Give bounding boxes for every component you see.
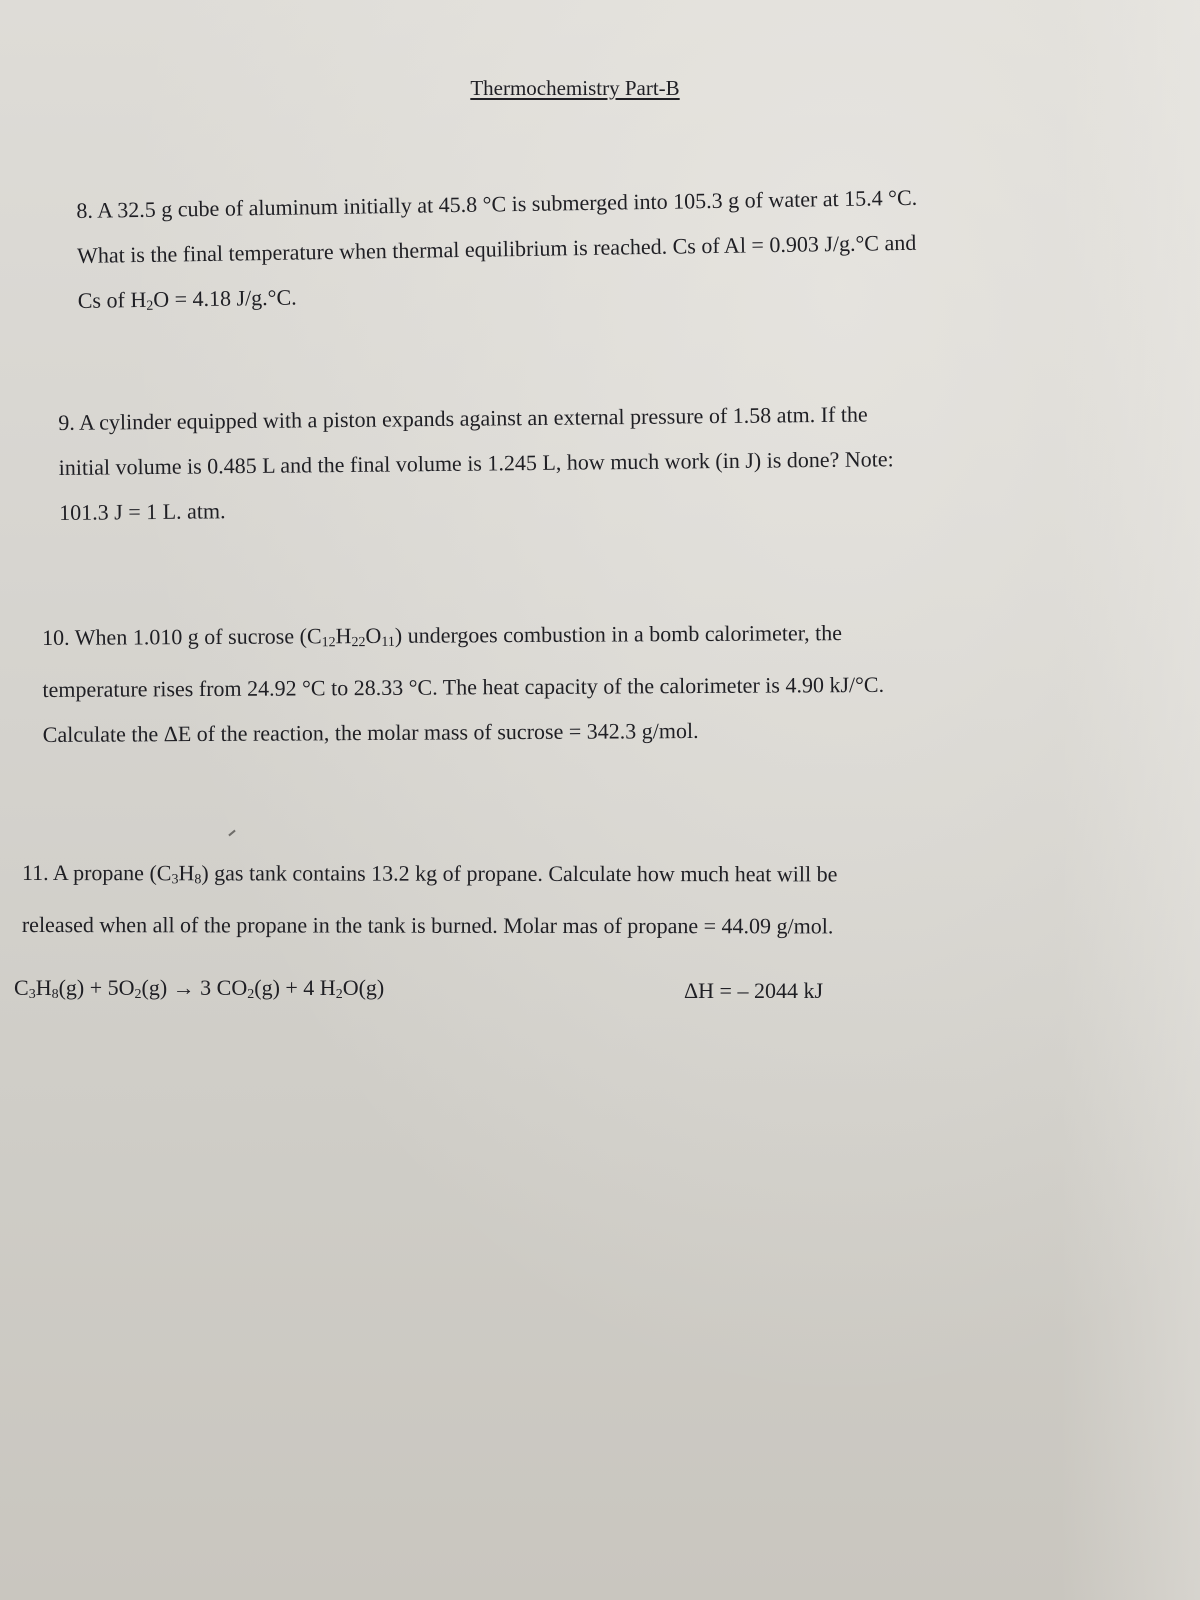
- text-fragment: (g) → 3 CO: [141, 975, 248, 1000]
- problem-9-line-3: 101.3 J = 1 L. atm.: [59, 498, 226, 525]
- subscript: 11: [381, 634, 395, 650]
- problem-10: [42, 610, 884, 757]
- text-fragment: H: [335, 623, 352, 649]
- text-fragment: C: [14, 975, 29, 1000]
- subscript: 2: [134, 987, 142, 1002]
- problem-8: [76, 175, 919, 330]
- text-fragment: 10. When 1.010 g of sucrose (C: [42, 623, 322, 650]
- subscript: 3: [171, 872, 179, 888]
- text-fragment: 11. A propane (C: [21, 860, 172, 886]
- pen-mark: [228, 830, 235, 837]
- subscript: 2: [247, 987, 255, 1002]
- problem-9: [58, 391, 894, 535]
- text-fragment: H: [178, 860, 195, 886]
- text-fragment: (g) + 5O: [58, 975, 135, 1000]
- subscript: 3: [28, 987, 36, 1002]
- subscript: 8: [194, 872, 202, 888]
- problem-10-line-1: [42, 610, 884, 667]
- subscript: 2: [335, 987, 343, 1002]
- text-fragment: O = 4.18 J/g.°C.: [153, 284, 297, 312]
- problem-9-line-2: initial volume is 0.485 L and the final volume is 1.245 L, how much work (in J) is done? Note:: [58, 446, 894, 480]
- text-fragment: O: [365, 622, 382, 649]
- page-title: Thermochemistry Part-B: [470, 76, 680, 100]
- subscript: 2: [146, 298, 154, 314]
- combustion-equation: [14, 975, 384, 1003]
- text-fragment: ) gas tank contains 13.2 kg of propane. Calculate how much heat will be: [201, 860, 838, 887]
- subscript: 8: [51, 987, 59, 1002]
- problem-10-line-2: temperature rises from 24.92 °C to 28.33 °C. The heat capacity of the calorimeter is 4.90 kJ/°C.: [42, 671, 885, 702]
- problem-11: [22, 850, 838, 948]
- text-fragment: O(g): [342, 975, 385, 1000]
- subscript: 12: [321, 635, 336, 651]
- problem-8-line-1: 8. A 32.5 g cube of aluminum initially at 45.8 °C is submerged into 105.3 g of water at 15.4 °C.: [76, 184, 918, 223]
- enthalpy-change: ΔH = – 2044 kJ: [684, 978, 824, 1003]
- paper-shading: [1060, 0, 1200, 1600]
- text-fragment: H: [35, 975, 52, 1000]
- text-fragment: ) undergoes combustion in a bomb calorimeter, the: [394, 620, 843, 648]
- text-fragment: Cs of H: [77, 286, 147, 313]
- problem-11-line-2: released when all of the propane in the tank is burned. Molar mas of propane = 44.09 g/mol.: [21, 911, 834, 939]
- problem-9-line-1: 9. A cylinder equipped with a piston expands against an external pressure of 1.58 atm. If the: [58, 401, 868, 435]
- problem-10-line-3: Calculate the ΔE of the reaction, the molar mass of sucrose = 342.3 g/mol.: [42, 717, 699, 747]
- problem-11-line-1: [22, 850, 837, 903]
- subscript: 22: [351, 635, 366, 651]
- problem-8-line-2: What is the final temperature when thermal equilibrium is reached. Cs of Al = 0.903 J/g.°C and: [76, 229, 917, 268]
- text-fragment: (g) + 4 H: [254, 975, 336, 1000]
